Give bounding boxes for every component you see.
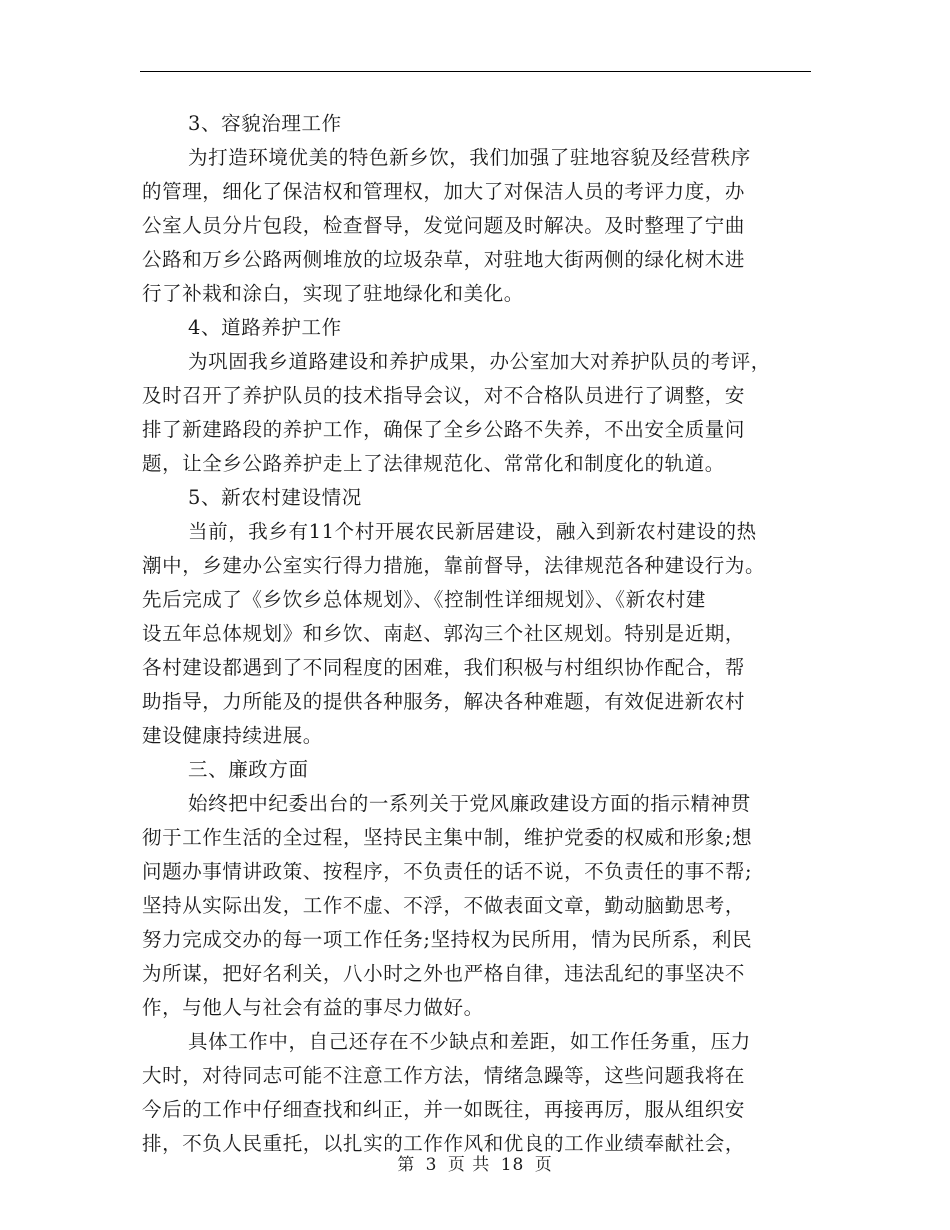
- text-line: 各村建设都遇到了不同程度的困难，我们积极与村组织协作配合，帮: [142, 656, 746, 679]
- text-line: 为巩固我乡道路建设和养护成果，办公室加大对养护队员的考评，: [188, 350, 771, 373]
- text-line: 始终把中纪委出台的一系列关于党风廉政建设方面的指示精神贯: [188, 792, 751, 815]
- text-line: 先后完成了《乡饮乡总体规划》、《控制性详细规划》、《新农村建: [142, 588, 707, 611]
- text-line: 公路和万乡公路两侧堆放的垃圾杂草，对驻地大街两侧的绿化树木进: [142, 248, 746, 271]
- text-line: 设五年总体规划》和乡饮、南赵、郭沟三个社区规划。特别是近期，: [142, 622, 746, 645]
- text-line: 排了新建路段的养护工作，确保了全乡公路不失养，不出安全质量问: [142, 418, 746, 441]
- text-line: 助指导，力所能及的提供各种服务，解决各种难题，有效促进新农村: [142, 690, 746, 713]
- text-line: 4、道路养护工作: [188, 316, 342, 339]
- text-line: 今后的工作中仔细查找和纠正，并一如既往，再接再厉，服从组织安: [142, 1098, 746, 1121]
- text-line: 潮中，乡建办公室实行得力措施，靠前督导，法律规范各种建设行为。: [142, 554, 766, 577]
- header-rule: [140, 71, 811, 72]
- text-line: 及时召开了养护队员的技术指导会议，对不合格队员进行了调整，安: [142, 384, 746, 407]
- text-line: 坚持从实际出发，工作不虚、不浮，不做表面文章，勤动脑勤思考，: [142, 894, 746, 917]
- text-line: 当前，我乡有11个村开展农民新居建设，融入到新农村建设的热: [188, 520, 757, 543]
- text-line: 作，与他人与社会有益的事尽力做好。: [142, 996, 484, 1019]
- text-line: 行了补栽和涂白，实现了驻地绿化和美化。: [142, 282, 524, 305]
- footer-prefix: 第: [397, 1155, 416, 1175]
- text-line: 问题办事情讲政策、按程序，不负责任的话不说，不负责任的事不帮;: [142, 860, 753, 883]
- text-line: 5、新农村建设情况: [188, 486, 362, 509]
- text-line: 建设健康持续进展。: [142, 724, 323, 747]
- text-line: 为打造环境优美的特色新乡饮，我们加强了驻地容貌及经营秩序: [188, 146, 751, 169]
- text-line: 大时，对待同志可能不注意工作方法，情绪急躁等，这些问题我将在: [142, 1064, 746, 1087]
- document-body: [142, 107, 812, 1161]
- text-line: 排，不负人民重托，以扎实的工作作风和优良的工作业绩奉献社会，: [142, 1132, 746, 1155]
- text-line: 3、容貌治理工作: [188, 112, 342, 135]
- text-line: 彻于工作生活的全过程，坚持民主集中制，维护党委的权威和形象;想: [142, 826, 753, 849]
- footer-suffix: 页: [534, 1155, 553, 1175]
- text-line: 三、廉政方面: [188, 758, 309, 781]
- footer-page-number: 3: [425, 1155, 438, 1175]
- text-line: 为所谋，把好名利关，八小时之外也严格自律，违法乱纪的事坚决不: [142, 962, 746, 985]
- text-line: 的管理，细化了保洁权和管理权，加大了对保洁人员的考评力度，办: [142, 180, 746, 203]
- text-line: 努力完成交办的每一项工作任务;坚持权为民所用，情为民所系，利民: [142, 928, 753, 951]
- footer-middle: 页 共: [447, 1155, 491, 1175]
- text-line: 具体工作中，自己还存在不少缺点和差距，如工作任务重，压力: [188, 1030, 751, 1053]
- footer-total-pages: 18: [500, 1155, 525, 1175]
- text-line: 题，让全乡公路养护走上了法律规范化、常常化和制度化的轨道。: [142, 452, 725, 475]
- page-footer: [0, 1154, 950, 1176]
- text-line: 公室人员分片包段，检查督导，发觉问题及时解决。及时整理了宁曲: [142, 214, 746, 237]
